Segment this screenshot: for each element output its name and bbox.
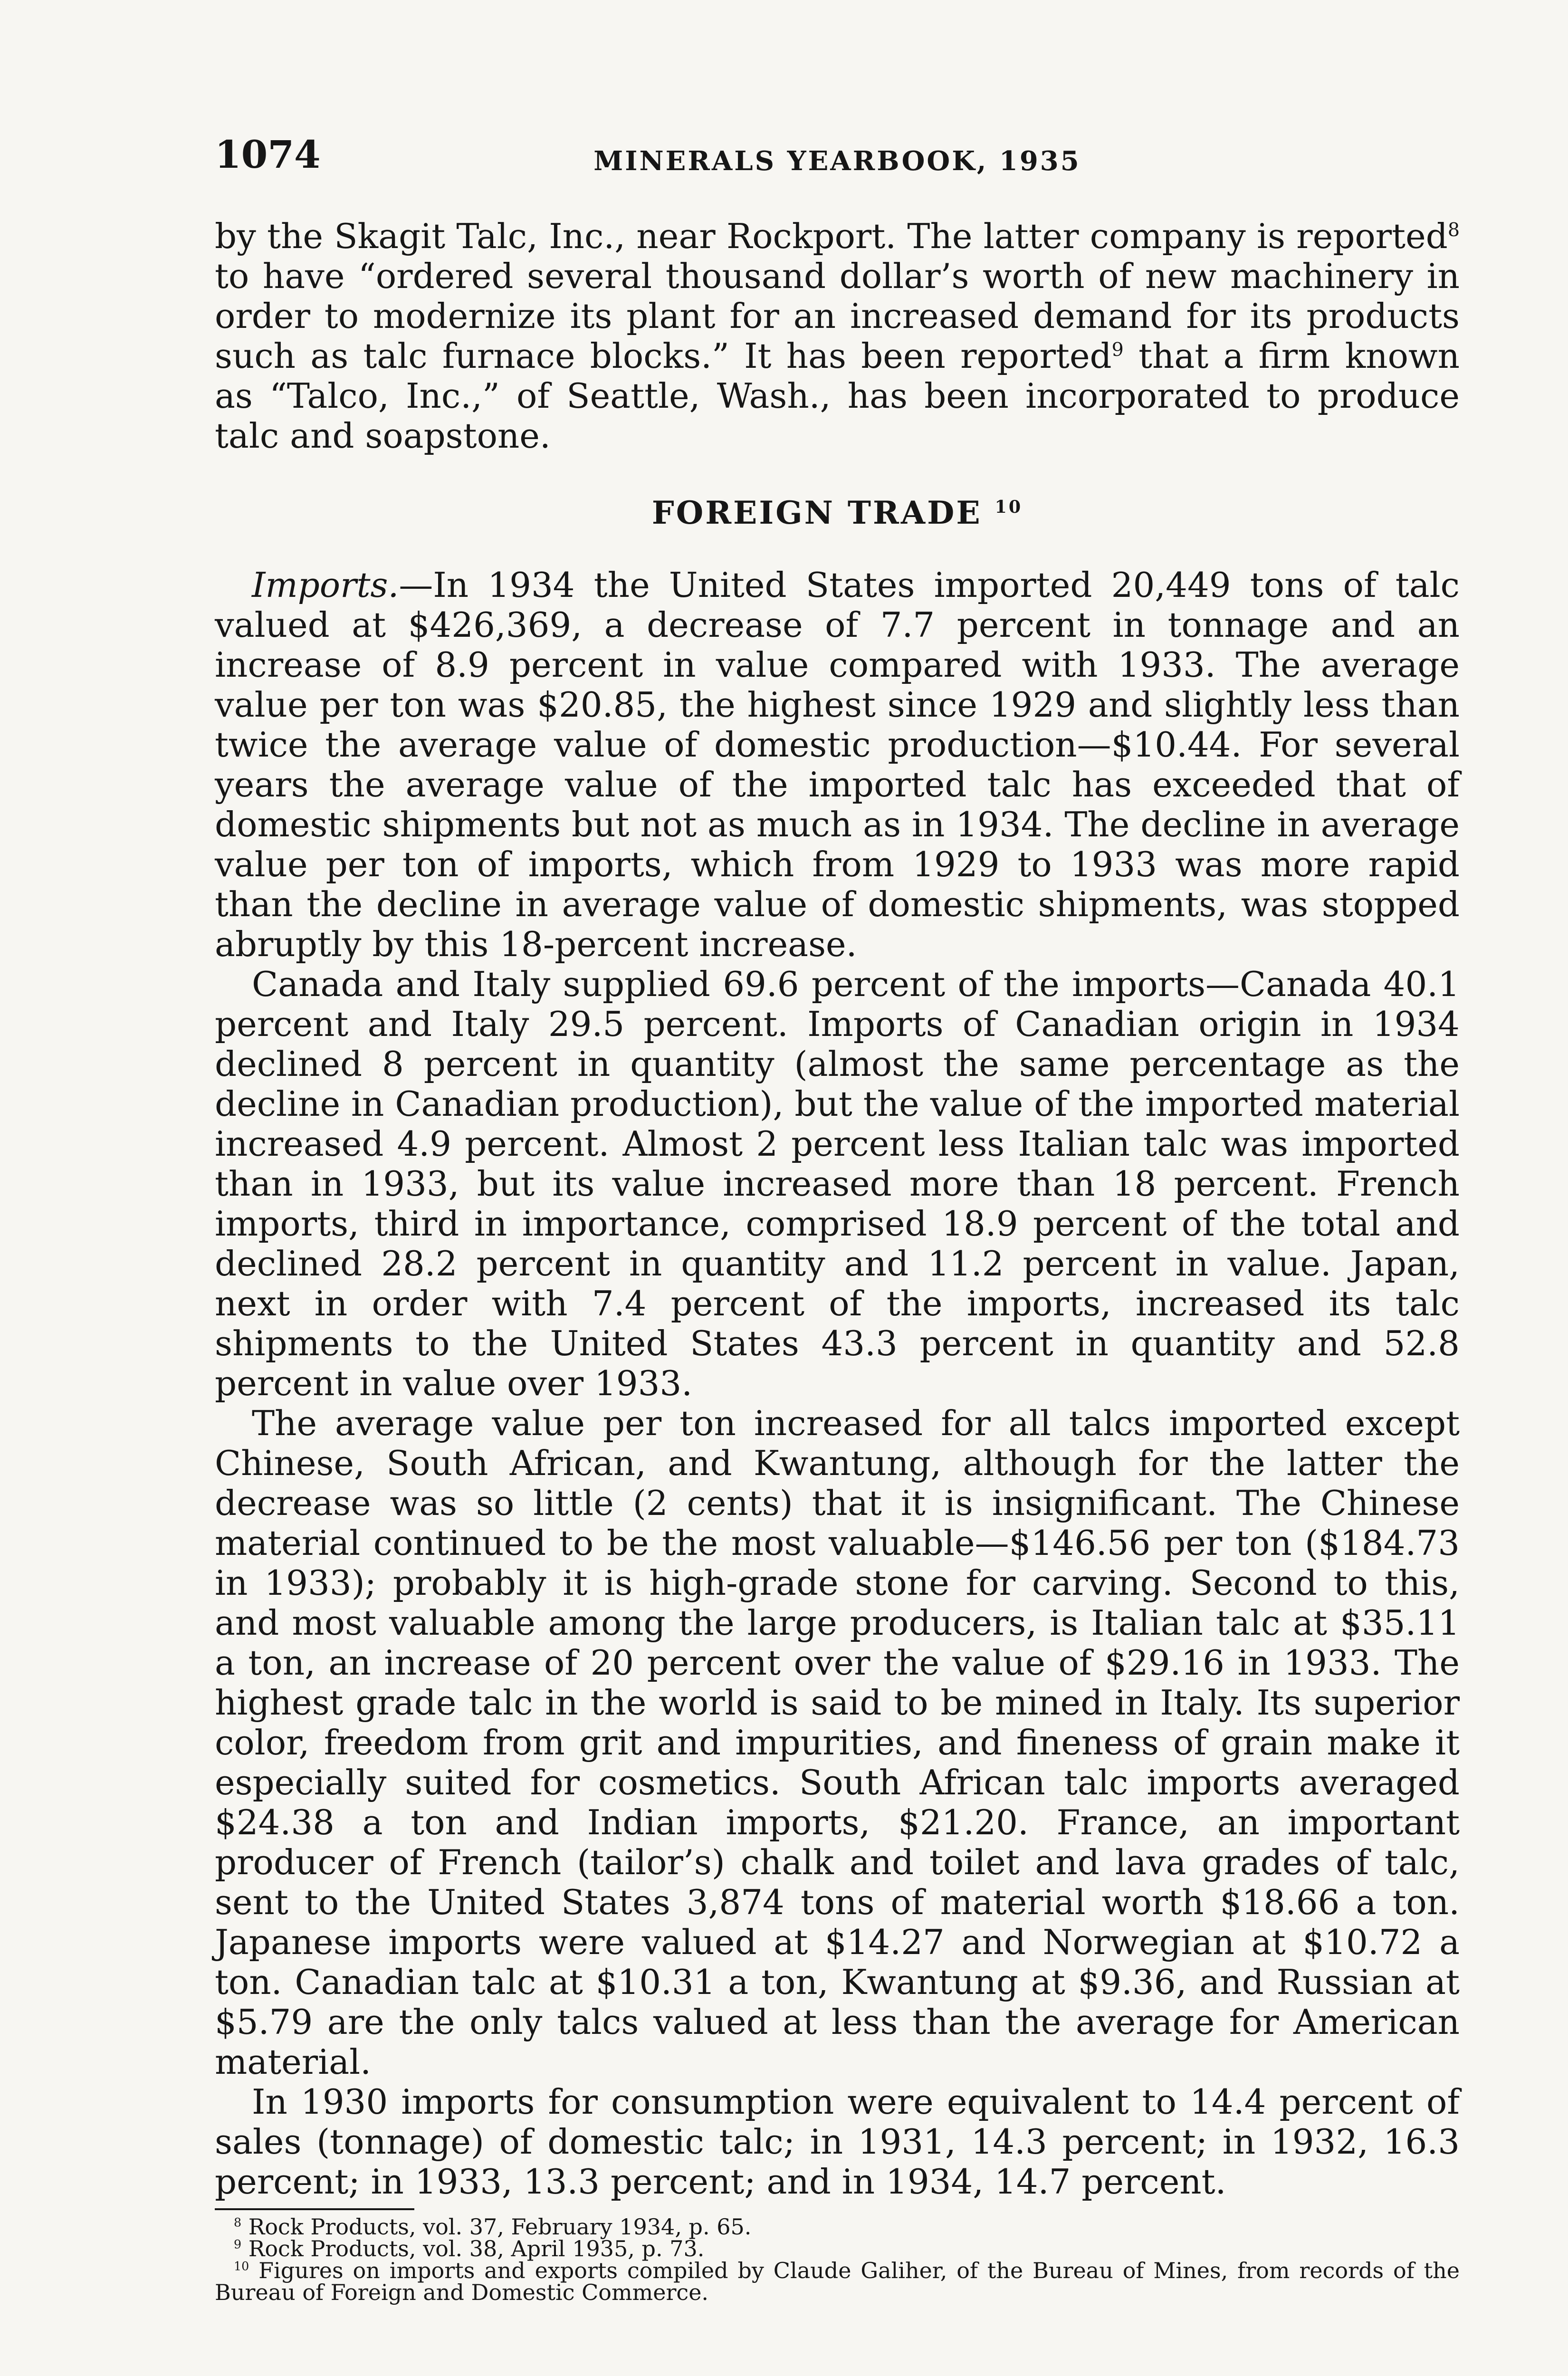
footnote-8 [215,2216,1460,2238]
footnote-number: 9 [234,2237,242,2251]
page-number: 1074 [215,132,321,177]
imports-paragraph [215,565,1460,964]
footnote-9 [215,2238,1460,2260]
intro-text-2: to have “ordered several thousand dollar’s worth of new machinery in order to modernize its plant for an increased demand for its products such as talc furnace blocks.” It has been reported [215,256,1460,376]
body-text [215,216,1460,2303]
section-heading [215,493,1460,533]
page-header [215,132,1460,180]
intro-text-3: that a firm known as “Talco, Inc.,” of Seattle, Wash., has been incorporated to produce talc and soapstone. [215,336,1460,456]
intro-text-1: by the Skagit Talc, Inc., near Rockport. The latter company is reported [215,216,1448,256]
footnote-text: Rock Products, vol. 37, February 1934, p. 65. [241,2214,752,2240]
footnote-ref-9: 9 [1111,339,1124,361]
footnote-10 [215,2260,1460,2303]
section-heading-text: FOREIGN TRADE [651,494,982,531]
footnote-divider [215,2208,414,2210]
footnote-ref-10: 10 [994,497,1023,517]
average-value-paragraph: The average value per ton increased for all talcs imported except Chinese, South African, and Kwantung, although for the latter the decrease was so little (2 cents) that it is insignificant. The Chinese material continued to be the most valuable—$146.56 per ton ($184.73 in 1933); probably it is high-grade stone for carving. Second to this, and most valuable among the large producers, is Italian talc at $35.11 a ton, an increase of 20 percent over the value of $29.16 in 1933. The highest grade talc in the world is said to be mined in Italy. Its superior color, freedom from grit and impurities, and fineness of grain make it especially suited for cosmetics. South African talc imports averaged $24.38 a ton and Indian imports, $21.20. France, an important producer of French (tailor’s) chalk and toilet and lava grades of talc, sent to the United States 3,874 tons of material worth $18.66 a ton. Japanese imports were valued at $14.27 and Norwegian at $10.72 a ton. Canadian talc at $10.31 a ton, Kwantung at $9.36, and Russian at $5.79 are the only talcs valued at less than the average for American material. [215,1403,1460,2082]
footnote-number: 10 [234,2259,249,2273]
footnote-text: Rock Products, vol. 38, April 1935, p. 73. [241,2236,705,2261]
imports-text: —In 1934 the United States imported 20,449 tons of talc valued at $426,369, a decrease of 7.7 percent in tonnage and an increase of 8.9 percent in value compared with 1933. The average value per ton was $20.85, the highest since 1929 and slightly less than twice the average value of domestic production—$10.44. For several years the average value of the imported talc has exceeded that of domestic shipments but not as much as in 1934. The decline in average value per ton of imports, which from 1929 to 1933 was more rapid than the decline in average value of domestic shipments, was stopped abruptly by this 18-percent increase. [215,565,1460,964]
footnote-text: Figures on imports and exports compiled by Claude Galiher, of the Bureau of Mines, from records of the Bureau of Foreign and Domestic Commerce. [215,2258,1460,2305]
footnotes [215,2216,1460,2303]
canada-italy-paragraph: Canada and Italy supplied 69.6 percent of the imports—Canada 40.1 percent and Italy 29.5 percent. Imports of Canadian origin in 1934 declined 8 percent in quantity (almost the same percentage as the decline in Canadian production), but the value of the imported material increased 4.9 percent. Almost 2 percent less Italian talc was imported than in 1933, but its value increased more than 18 percent. French imports, third in importance, comprised 18.9 percent of the total and declined 28.2 percent in quantity and 11.2 percent in value. Japan, next in order with 7.4 percent of the imports, increased its talc shipments to the United States 43.3 percent in quantity and 52.8 percent in value over 1933. [215,964,1460,1403]
intro-paragraph [215,216,1460,456]
imports-label: Imports. [252,565,399,605]
footnote-number: 8 [234,2215,242,2230]
running-head: MINERALS YEARBOOK, 1935 [593,145,1081,177]
footnote-ref-8: 8 [1447,219,1460,241]
consumption-paragraph: In 1930 imports for consumption were equivalent to 14.4 percent of sales (tonnage) of domestic talc; in 1931, 14.3 percent; in 1932, 16.3 percent; in 1933, 13.3 percent; and in 1934, 14.7 percent. [215,2082,1460,2202]
